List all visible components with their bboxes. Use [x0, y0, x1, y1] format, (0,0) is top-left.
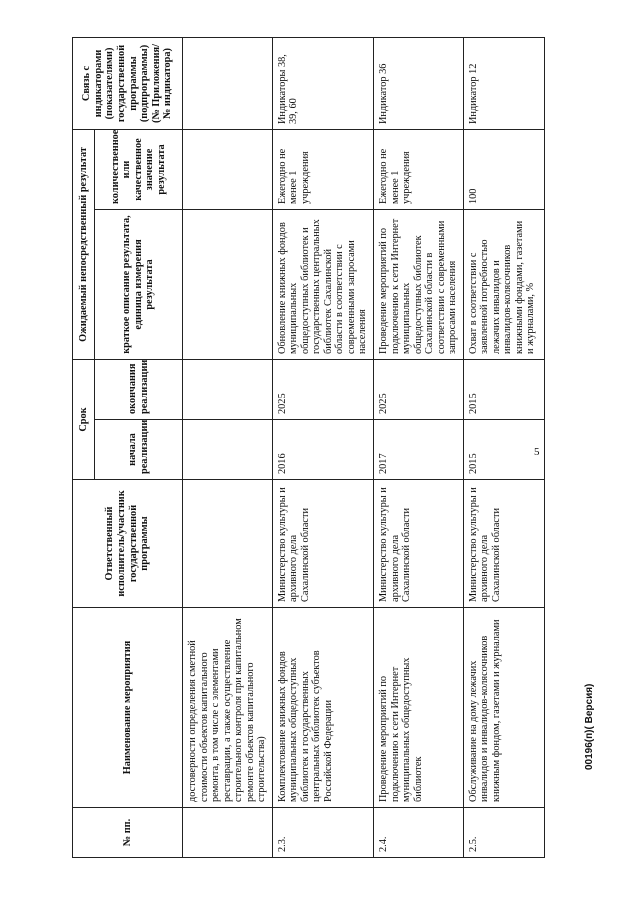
cell-desc	[183, 210, 273, 360]
cell-qty: Ежегодно не менее 1 учреждения	[373, 130, 463, 210]
cell-start: 2016	[272, 420, 373, 480]
cell-start: 2015	[463, 420, 544, 480]
cell-name: Обслуживание на дому лежачих инвалидов и инвалидов-колясочников книжным фондом, газетами и журналами	[463, 608, 544, 808]
rotated-table-container	[72, 38, 537, 858]
cell-end: 2025	[373, 360, 463, 420]
cell-qty: 100	[463, 130, 544, 210]
cell-name: Комплектование книжных фондов муниципальных общедоступных библиотек и государственных центральных библиотек субъектов Российской Федерации	[272, 608, 373, 808]
cell-start: 2017	[373, 420, 463, 480]
cell-end	[183, 360, 273, 420]
cell-responsible: Министерство культуры и архивного дела Сахалинской области	[463, 480, 544, 608]
cell-desc: Охват в соответствии с заявленной потребностью лежачих инвалидов и инвалидов-колясочников книжными фондами, газетами и журналами, %	[463, 210, 544, 360]
cell-qty: Ежегодно не менее 1 учреждения	[272, 130, 373, 210]
cell-num: 2.5.	[463, 808, 544, 858]
header-end: окончания реализации	[95, 360, 183, 420]
cell-responsible	[183, 480, 273, 608]
cell-desc: Проведение мероприятий по подключению к сети Интернет муниципальных общедоступных библиотек Сахалинской области в соответствии с современными запросами населения	[373, 210, 463, 360]
cell-num: 2.3.	[272, 808, 373, 858]
cell-link: Индикатор 12	[463, 38, 544, 130]
cell-num: 2.4.	[373, 808, 463, 858]
cell-responsible: Министерство культуры и архивного дела Сахалинской области	[373, 480, 463, 608]
page-number: 5	[534, 446, 540, 458]
cell-num	[183, 808, 273, 858]
cell-name: Проведение мероприятий по подключению к сети Интернет муниципальных общедоступных библиотек	[373, 608, 463, 808]
header-start: начала реализации	[95, 420, 183, 480]
header-link: Связь с индикаторами (показателями) государственной программы (подпрограммы) (№ Приложения/№ индикатора)	[73, 38, 183, 130]
header-term: Срок	[73, 360, 95, 480]
cell-name: достоверности определения сметной стоимости объектов капитального ремонта, в том числе с элементами реставрации, а также осуществление строительного контроля при капитальном ремонте объектов капитального строительства)	[183, 608, 273, 808]
header-qty: количественное или качественное значение результата	[95, 130, 183, 210]
document-code: 00196(п)( Версия)	[584, 683, 595, 770]
cell-qty	[183, 130, 273, 210]
cell-start	[183, 420, 273, 480]
header-responsible: Ответственный исполнитель/участник государственной программы	[73, 480, 183, 608]
cell-desc: Обновление книжных фондов муниципальных общедоступных библиотек и государственных центральных библиотек Сахалинской области в соответствии с современными запросами населения	[272, 210, 373, 360]
cell-link: Индикаторы 38, 39, 60	[272, 38, 373, 130]
cell-end: 2025	[272, 360, 373, 420]
table-row	[463, 38, 544, 858]
table-row	[373, 38, 463, 858]
cell-end: 2015	[463, 360, 544, 420]
table-row	[272, 38, 373, 858]
header-num: № пп.	[73, 808, 183, 858]
cell-responsible: Министерство культуры и архивного дела Сахалинской области	[272, 480, 373, 608]
header-name: Наименование мероприятия	[73, 608, 183, 808]
cell-link	[183, 38, 273, 130]
header-expected: Ожидаемый непосредственный результат	[73, 130, 95, 360]
cell-link: Индикатор 36	[373, 38, 463, 130]
header-desc: краткое описание результата, единица измерения результата	[95, 210, 183, 360]
measures-table	[72, 37, 545, 858]
table-row	[183, 38, 273, 858]
